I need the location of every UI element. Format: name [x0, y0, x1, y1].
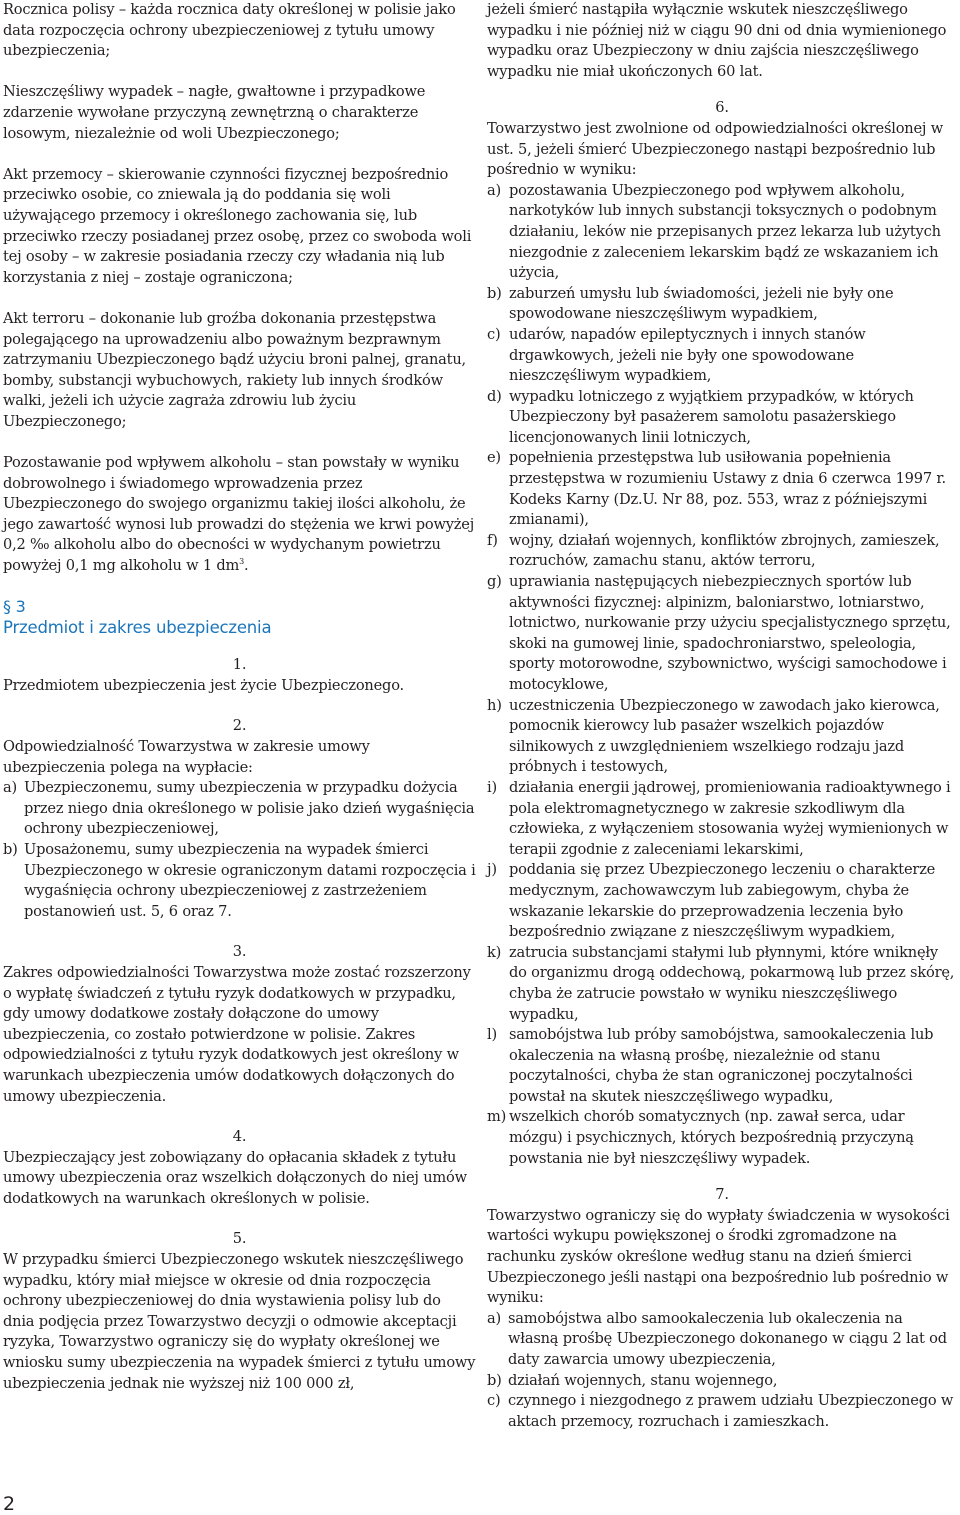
paragraph-7-text: Towarzystwo ograniczy się do wypłaty świadczenia w wysokości wartości wykupu powiększonej o środki zgromadzone na rachunku zysków określone według stanu na dzień śmierci Ubezpieczonego jeśli nastąpi ona bezpośrednio lub pośrednio w wyniku: [487, 1206, 950, 1307]
page-number: 2 [3, 1493, 15, 1515]
list-item: m) wszelkich chorób somatycznych (np. zawał serca, udar mózgu) i psychicznych, których bezpośrednią przyczyną powstania nie był nieszczęśliwy wypadek. [487, 1108, 914, 1167]
paragraph-number-2: 2. [232, 717, 247, 735]
paragraph-6-list [487, 181, 957, 1170]
definition-violence: Akt przemocy – skierowanie czynności fizycznej bezpośrednio przeciwko osobie, co zniewala ją do poddania się woli używającego przemocy i określonego zachowania się, lub przeciwko rzeczy posiadanej przez osobę, przez co swoboda woli tej osoby – w zakresie posiadania rzeczy czy władania nią lub korzystania z niej – zostaje ograniczona; [3, 165, 472, 286]
list-item: i) działania energii jądrowej, promieniowania radioaktywnego i pola elektromagnetycznego w zakresie szkodliwym dla człowieka, z wyłączeniem stosowania wyżej wymienionych w terapii zgodnie z zaleceniami lekarskimi, [487, 778, 951, 858]
paragraph-5-text: W przypadku śmierci Ubezpieczonego wskutek nieszczęśliwego wypadku, który miał miejsce w okresie od dnia rozpoczęcia ochrony ubezpieczeniowej do dnia wystawienia polisy lub do dnia podjęcia przez Towarzystwo decyzji o odmowie akceptacji ryzyka, Towarzystwo ograniczy się do wypłaty określonej we wniosku sumy ubezpieczenia na wypadek śmierci z tytułu umowy ubezpieczenia jednak nie wyższej niż 100 000 zł, [3, 1251, 476, 1392]
paragraph-5-continued: jeżeli śmierć nastąpiła wyłącznie wskutek nieszczęśliwego wypadku i nie później niż w ciągu 90 dni od dnia wymienionego wypadku oraz Ubezpieczony w dniu zajścia nieszczęśliwego wypadku nie miał ukończonych 60 lat. [487, 1, 947, 80]
paragraph-number-6: 6. [715, 99, 729, 117]
right-column [487, 0, 957, 1432]
paragraph-6-text: Towarzystwo jest zwolnione od odpowiedzialności określonej w ust. 5, jeżeli śmierć Ubezpieczonego nastąpi bezpośrednio lub pośrednio w wyniku: [487, 119, 943, 179]
list-item: d) wypadku lotniczego z wyjątkiem przypadków, w których Ubezpieczony był pasażerem samolotu pasażerskiego licencjonowanych linii lotniczych, [487, 387, 914, 446]
definition-alcohol: Pozostawanie pod wpływem alkoholu – stan powstały w wyniku dobrowolnego i świadomego wprowadzenia przez Ubezpieczonego do swojego organizmu takiej ilości alkoholu, że jego zawartość wynosi lub prowadzi do stężenia we krwi powyżej 0,2 ‰ alkoholu albo do obecności w wydychanym powietrzu powyżej 0,1 mg alkoholu w 1 $dm^3$. [3, 454, 475, 575]
list-item: b) Uposażonemu, sumy ubezpieczenia na wypadek śmierci Ubezpieczonego w okresie ograniczonym datami rozpoczęcia i wygaśnięcia ochrony ubezpieczeniowej z zastrzeżeniem postanowień ust. 5, 6 oraz 7. [3, 840, 476, 920]
paragraph-number-5: 5. [232, 1230, 247, 1248]
definition-terror: Akt terroru – dokonanie lub groźba dokonania przestępstwa polegającego na uprowadzeniu albo poważnym bezprawnym zatrzymaniu Ubezpieczonego bądź użyciu broni palnej, granatu, bomby, substancji wybuchowych, rakiety lub innych środków walki, jeżeli ich użycie zagraża zdrowiu lub życiu Ubezpieczonego; [3, 309, 466, 430]
paragraph-3-text: Zakres odpowiedzialności Towarzystwa może zostać rozszerzony o wypłatę świadczeń z tytułu ryzyk dodatkowych w przypadku, gdy umowy dodatkowe zostały dołączone do umowy ubezpieczenia, co zostało potwierdzone w polisie. Zakres odpowiedzialności z tytułu ryzyk dodatkowych jest określony w warunkach ubezpieczenia umów dodatkowych dołączonych do umowy ubezpieczenia. [3, 963, 471, 1105]
list-item: b) działań wojennych, stanu wojennego, [487, 1371, 778, 1389]
section-number: § 3 [3, 597, 26, 617]
list-item: l) samobójstwa lub próby samobójstwa, samookaleczenia lub okaleczenia na własną prośbę, niezależnie od stanu poczytalności, chyba że stan ograniczonej poczytalności powstał na skutek nieszczęśliwego wypadku, [487, 1026, 934, 1105]
paragraph-2-list [3, 778, 476, 922]
list-item: j) poddania się przez Ubezpieczonego leczeniu o charakterze medycznym, zachowawczym lub zabiegowym, chyba że wskazanie lekarskie do przeprowadzenia leczenia było bezpośrednio związane z nieszczęśliwym wypadkiem, [487, 861, 936, 941]
paragraph-4-text: Ubezpieczający jest zobowiązany do opłacania składek z tytułu umowy ubezpieczenia oraz wszelkich dołączonych do niej umów dodatkowych na warunkach określonych w polisie. [3, 1148, 467, 1207]
paragraph-1-text: Przedmiotem ubezpieczenia jest życie Ubezpieczonego. [3, 676, 404, 694]
list-item: a) Ubezpieczonemu, sumy ubezpieczenia w przypadku dożycia przez niego dnia określonego w polisie jako dzień wygaśnięcia ochrony ubezpieczeniowej, [3, 779, 475, 838]
paragraph-number-1: 1. [232, 656, 247, 674]
list-item: a) pozostawania Ubezpieczonego pod wpływem alkoholu, narkotyków lub innych substancji toksycznych o podobnym działaniu, leków nie przepisanych przez lekarza lub użytych niezgodnie z zaleceniem lekarskim bądź ze wskazaniem ich użycia, [487, 181, 941, 282]
paragraph-number-4: 4. [232, 1128, 247, 1146]
list-item: c) udarów, napadów epileptycznych i innych stanów drgawkowych, jeżeli nie były one spowodowane nieszczęśliwym wypadkiem, [487, 325, 866, 385]
paragraph-7-list [487, 1309, 957, 1433]
definition-accident: Nieszczęśliwy wypadek – nagłe, gwałtowne i przypadkowe zdarzenie wywołane przyczyną zewnętrzną o charakterze losowym, niezależnie od woli Ubezpieczonego; [3, 83, 426, 142]
list-item: h) uczestniczenia Ubezpieczonego w zawodach jako kierowca, pomocnik kierowcy lub pasażer wszelkich pojazdów silnikowych z uwzględnieniem wszelkiego rodzaju jazd próbnych i testowych, [487, 696, 940, 776]
paragraph-number-3: 3. [232, 943, 247, 961]
paragraph-number-7: 7. [715, 1186, 729, 1204]
superscript: 3 [239, 557, 245, 567]
left-column [3, 0, 476, 1394]
paragraph-2-text: Odpowiedzialność Towarzystwa w zakresie umowy ubezpieczenia polega na wypłacie: [3, 738, 370, 776]
list-item: k) zatrucia substancjami stałymi lub płynnymi, które wniknęły do organizmu drogą oddechową, pokarmową lub przez skórę, chyba że zatrucie powstało w wyniku nieszczęśliwego wypadku, [487, 943, 955, 1023]
list-item: f) wojny, działań wojennych, konfliktów zbrojnych, zamieszek, rozruchów, zamachu stanu, aktów terroru, [487, 531, 940, 570]
list-item: c) czynnego i niezgodnego z prawem udziału Ubezpieczonego w aktach przemocy, rozruchach i zamieszkach. [487, 1392, 954, 1430]
definition-policy-anniversary: Rocznica polisy – każda rocznica daty określonej w polisie jako data rozpoczęcia ochrony ubezpieczeniowej z tytułu umowy ubezpieczenia; [3, 1, 456, 60]
list-item: b) zaburzeń umysłu lub świadomości, jeżeli nie były one spowodowane nieszczęśliwym wypadkiem, [487, 284, 894, 323]
list-item: e) popełnienia przestępstwa lub usiłowania popełnienia przestępstwa w rozumieniu Ustawy z dnia 6 czerwca 1997 r. Kodeks Karny (Dz.U. Nr 88, poz. 553, wraz z późniejszymi zmianami), [487, 449, 946, 529]
list-item: g) uprawiania następujących niebezpiecznych sportów lub aktywności fizycznej: alpinizm, baloniarstwo, lotniarstwo, lotnictwo, nurkowanie przy użyciu specjalistycznego sprzętu, skoki na gumowej linie, spadochroniarstwo, speleologia, sporty motorowodne, szybownictwo, wyścigi samochodowe i motocyklowe, [487, 573, 951, 693]
section-title: Przedmiot i zakres ubezpieczenia [3, 618, 272, 638]
list-item: a) samobójstwa albo samookaleczenia lub okaleczenia na własną prośbę Ubezpieczonego dokonanego w ciągu 2 lat od daty zawarcia umowy ubezpieczenia, [487, 1309, 947, 1368]
